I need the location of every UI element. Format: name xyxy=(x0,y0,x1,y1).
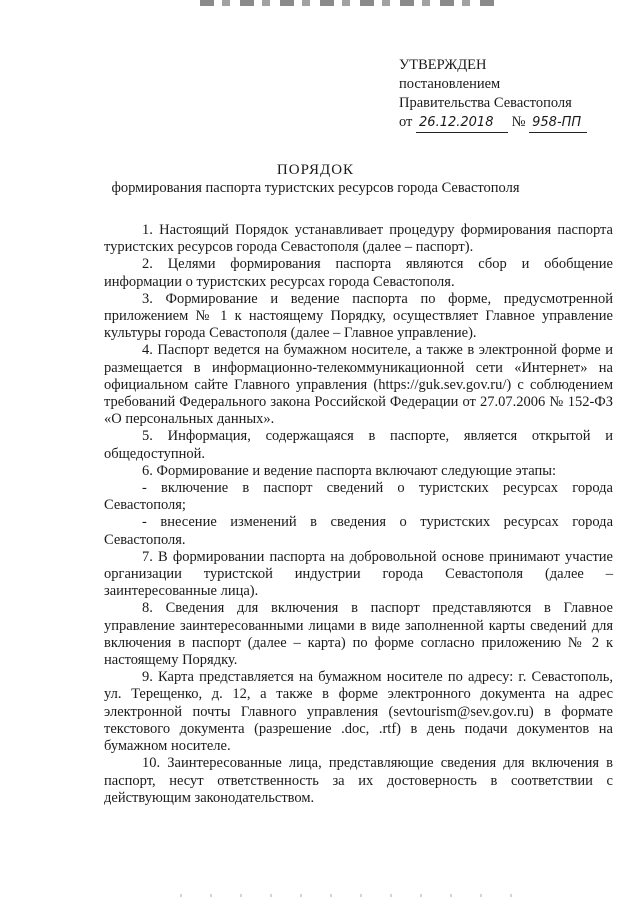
paragraph-5: 5. Информация, содержащаяся в паспорте, является открытой и общедоступной. xyxy=(104,428,613,462)
approval-date-handwritten: 26.12.2018 xyxy=(416,113,508,133)
approval-stamp xyxy=(399,56,624,133)
approval-date-line xyxy=(399,113,624,133)
paragraph-6: 6. Формирование и ведение паспорта включают следующие этапы: xyxy=(142,462,557,479)
paragraph-7: 7. В формировании паспорта на добровольной основе принимают участие организации туристской индустрии города Севастополя (далее – заинтересованные лица). xyxy=(104,548,613,600)
document-subtitle: формирования паспорта туристских ресурсов города Севастополя xyxy=(111,180,520,196)
approval-resolution: постановлением xyxy=(399,76,501,92)
paragraph-1: 1. Настоящий Порядок устанавливает процедуру формирования паспорта туристских ресурсов города Севастополя (далее – паспорт). xyxy=(104,222,613,256)
approval-number-prefix: № xyxy=(511,114,526,130)
list-item-1: - включение в паспорт сведений о туристских ресурсах города Севастополя; xyxy=(104,480,613,514)
paragraph-8: 8. Сведения для включения в паспорт представляются в Главное управление заинтересованными лицами в виде заполненной карты сведений для включения в паспорт (далее – карта) по форме согласно приложению № 2 к настоящему Порядку. xyxy=(104,600,613,669)
paragraph-3: 3. Формирование и ведение паспорта по форме, предусмотренной приложением № 1 к настоящему Порядку, осуществляет Главное управление культуры города Севастополя (далее – Главное управление). xyxy=(104,290,613,342)
scan-artifact-bottom xyxy=(180,894,540,897)
document-body xyxy=(104,222,613,807)
paragraph-4: 4. Паспорт ведется на бумажном носителе, а также в электронной форме и размещается в информационно-телекоммуникационной сети «Интернет» на официальном сайте Главного управления (https://guk.sev.gov.ru/) с соблюдением требований Федерального закона Российской Федерации от 27.07.2006 № 152-ФЗ «О персональных данных». xyxy=(104,342,613,428)
approval-heading: УТВЕРЖДЕН xyxy=(399,57,487,73)
list-item-2: - внесение изменений в сведения о туристских ресурсах города Севастополя. xyxy=(104,514,613,548)
approval-date-prefix: от xyxy=(399,114,413,130)
scan-artifact-top xyxy=(200,0,500,6)
approval-number-handwritten: 958-ПП xyxy=(529,113,587,133)
paragraph-2: 2. Целями формирования паспорта являются сбор и обобщение информации о туристских ресурсах города Севастополя. xyxy=(104,256,613,290)
paragraph-9: 9. Карта представляется на бумажном носителе по адресу: г. Севастополь, ул. Терещенко, д. 12, а также в форме электронного документа на адрес электронной почты Главного управления (sevtourism@sev.gov.ru) в формате текстового документа (разрешение .doc, .rtf) в день подачи документов на бумажном носителе. xyxy=(104,669,613,755)
paragraph-10: 10. Заинтересованные лица, представляющие сведения для включения в паспорт, несут ответственность за их достоверность в соответствии с действующим законодательством. xyxy=(104,755,613,806)
document-title: ПОРЯДОК xyxy=(276,162,355,178)
approval-authority: Правительства Севастополя xyxy=(399,95,572,111)
